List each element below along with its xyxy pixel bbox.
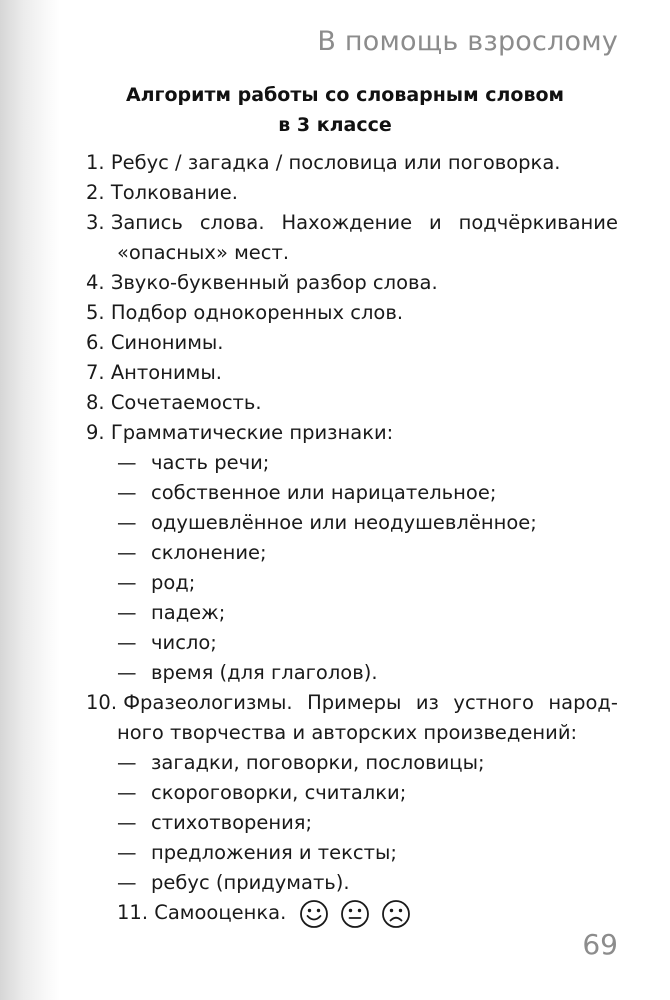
list-item-3-continuation: «опасных» мест. — [117, 241, 290, 264]
list-item-text: Ребус / загадка / пословица или поговорка. — [110, 151, 561, 174]
list-item-number: 5. — [86, 301, 105, 324]
list-item-text: Звуко-буквенный разбор слова. — [110, 271, 438, 294]
sub-item: — загадки, поговорки, пословицы; — [117, 751, 485, 774]
section-title-line-1: Алгоритм работы со словарным словом — [125, 84, 565, 106]
list-item-text: Антонимы. — [110, 361, 222, 384]
list-item-text: Синонимы. — [110, 331, 224, 354]
sub-item: — время (для глаголов). — [117, 661, 378, 684]
sub-item: — склонение; — [117, 541, 267, 564]
list-item-10 — [86, 688, 618, 718]
sub-item: — часть речи; — [117, 451, 270, 474]
list-item-number: 11. — [117, 901, 149, 924]
list-item-text: Грамматические признаки: — [110, 421, 394, 444]
sub-item: — число; — [117, 631, 217, 654]
list-item-word: подчёркивание — [458, 211, 618, 234]
sub-item: — собственное или нарицательное; — [117, 481, 497, 504]
list-item-number: 3. Запись — [86, 211, 183, 234]
self-assessment-faces — [299, 898, 416, 929]
list-item-7 — [86, 358, 618, 388]
list-item-text: Сочетаемость. — [110, 391, 262, 414]
list-item-word: устного — [453, 691, 534, 714]
list-item-word: народ- — [548, 691, 618, 714]
list-item-word: слова. — [199, 211, 265, 234]
list-item-3 — [86, 208, 618, 238]
list-item-9 — [86, 418, 618, 448]
list-item-number: 7. — [86, 361, 105, 384]
section-title-line-2: в 3 классе — [278, 114, 392, 136]
sub-item: — род; — [117, 571, 196, 594]
list-item-5 — [86, 298, 618, 328]
list-item-10-continuation: ного творчества и авторских произведений: — [117, 721, 578, 744]
page-number: 69 — [582, 928, 618, 961]
list-item-4 — [86, 268, 618, 298]
sub-item: — одушевлённое или неодушевлённое; — [117, 511, 537, 534]
list-item-text: Толкование. — [110, 181, 238, 204]
list-item-number: 4. — [86, 271, 105, 294]
list-item-8 — [86, 388, 618, 418]
list-item-word: из — [415, 691, 439, 714]
sub-item: — стихотворения; — [117, 811, 313, 834]
sad-face-icon — [381, 899, 411, 929]
sub-item: — падеж; — [117, 601, 226, 624]
list-item-number: 6. — [86, 331, 105, 354]
list-item-text: Подбор однокоренных слов. — [110, 301, 404, 324]
list-item-number: 2. — [86, 181, 105, 204]
list-item-word: и — [429, 211, 442, 234]
smiling-face-icon — [299, 899, 329, 929]
sub-item: — предложения и тексты; — [117, 841, 397, 864]
list-item-word: Примеры — [307, 691, 402, 714]
list-item-text: Самооценка. — [154, 901, 287, 924]
page-spine-shadow — [0, 0, 60, 1000]
sub-item: — ребус (придумать). — [117, 871, 350, 894]
list-item-number: 8. — [86, 391, 105, 414]
list-item-2 — [86, 178, 618, 208]
neutral-face-icon — [340, 899, 370, 929]
list-item-6 — [86, 328, 618, 358]
list-item-word: Нахождение — [281, 211, 413, 234]
list-item-number: 9. — [86, 421, 105, 444]
running-head: В помощь взрослому — [317, 26, 618, 57]
list-item-1 — [86, 148, 618, 178]
list-item-number: 1. — [86, 151, 105, 174]
sub-item: — скороговорки, считалки; — [117, 781, 407, 804]
list-item-11 — [117, 898, 617, 929]
list-item-number: 10. Фразеологизмы. — [86, 691, 293, 714]
